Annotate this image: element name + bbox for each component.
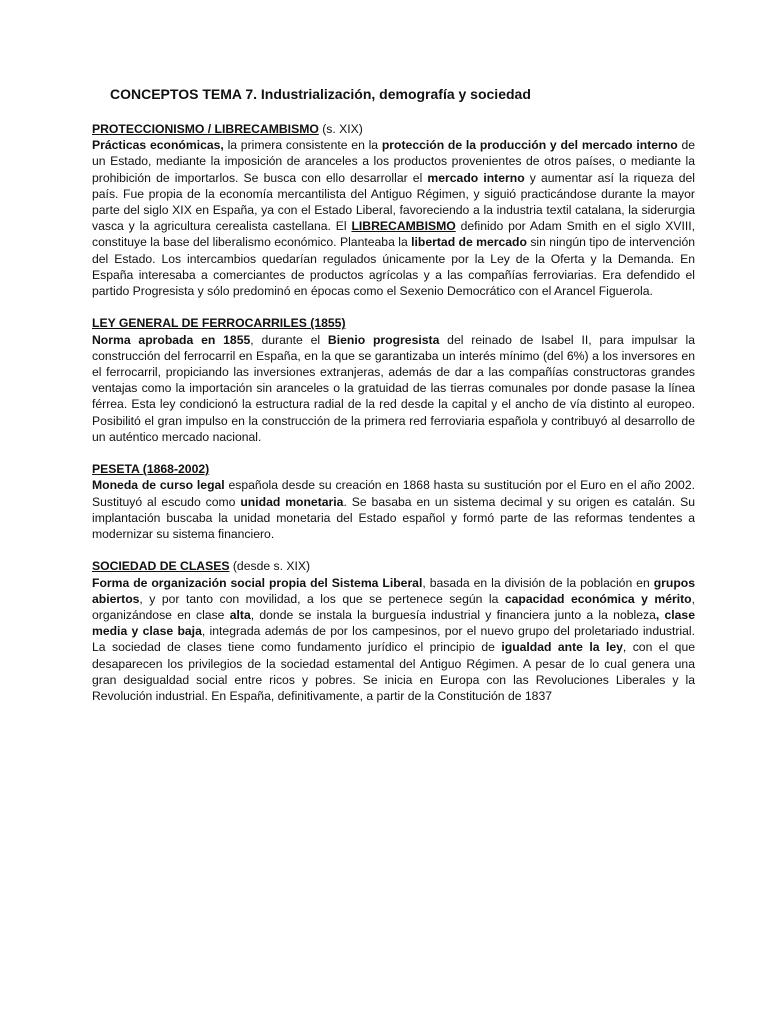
text-run: , y por tanto con movilidad, a los que se pertenece según la — [139, 591, 505, 606]
text-run: , integrada además de por los campesinos, por el nuevo grupo del proletariado industrial. La sociedad de clases tiene como fundamento jurídico el principio de — [92, 624, 695, 655]
text-run: . Se basaba en un sistema decimal y su origen es catalán. Su implantación buscaba la unidad monetaria del Estado español y formó parte de las reformas tendentes a modernizar su sistema financiero. — [92, 494, 696, 542]
bold-term: libertad de mercado — [411, 235, 527, 250]
page-title: CONCEPTOS TEMA 7. Industrialización, demografía y sociedad — [110, 86, 531, 102]
bold-term: Bienio progresista — [327, 332, 440, 347]
document-body — [92, 121, 695, 720]
concept-section — [92, 558, 695, 704]
bold-term: Moneda de curso legal — [92, 478, 225, 493]
section-heading: PROTECCIONISMO / LIBRECAMBISMO — [92, 122, 319, 136]
section-heading-note: (s. XIX) — [322, 122, 363, 136]
concept-section — [92, 315, 695, 445]
concept-section — [92, 121, 695, 299]
section-paragraph — [92, 477, 695, 542]
bold-term: mercado interno — [427, 170, 525, 185]
bold-term: igualdad ante la ley — [501, 640, 623, 655]
section-heading-line — [92, 121, 695, 137]
bold-term: Norma aprobada en 1855 — [92, 332, 251, 347]
bold-term: grupos abiertos — [92, 575, 695, 606]
text-run: española desde su creación en 1868 hasta su sustitución por el Euro en el año 2002. Sustituyó al escudo como — [92, 478, 696, 509]
text-run: de un Estado, mediante la imposición de aranceles a los productos provenientes de otros países, o mediante la prohibición de importarlos. Se busca con ello desarrollar el — [92, 138, 696, 185]
section-paragraph — [92, 575, 695, 705]
section-paragraph — [92, 137, 695, 299]
bold-term: alta — [229, 608, 251, 623]
section-heading-line — [92, 315, 695, 331]
section-heading-line — [92, 461, 695, 477]
bold-term: Prácticas económicas, — [92, 138, 224, 153]
text-run: la primera consistente en la — [223, 138, 382, 153]
concept-section — [92, 461, 695, 542]
section-heading: PESETA (1868-2002) — [92, 462, 210, 477]
text-run: del reinado de Isabel II, para impulsar la construcción del ferrocarril en España, en la que se garantizaba un interés mínimo (del 6%) a los inversores en el ferrocarril, propiciando las inversiones extranjeras, además de dar a las compañías constructoras grandes ventajas como la importación sin aranceles o la gratuidad de las tierras comunales por donde pasase la línea férrea. Esta ley condicionó la estructura radial de la red desde la capital y el ancho de vía distinto al europeo. Posibilitó el gran impulso en la construcción de la primera red ferroviaria española y contribuyó al desarrollo de un auténtico mercado nacional. — [92, 332, 695, 444]
text-run: , durante el — [250, 332, 328, 347]
section-heading-note: (desde s. XIX) — [232, 559, 311, 574]
section-paragraph — [92, 332, 695, 445]
bold-term: Forma de organización social propia del Sistema Liberal — [92, 575, 423, 590]
text-run: sin ningún tipo de intervención del Estado. Los intercambios quedarían regulados únicamente por la Ley de la Oferta y la Demanda. En España interesaba a comerciantes de productos agrícolas y a las compañías ferroviarias. Era defendido el partido Progresista y sólo predominó en épocas como el Sexenio Democrático con el Arancel Figuerola. — [92, 235, 695, 299]
bold-term: , clase media y clase baja — [92, 608, 695, 639]
section-heading-line — [92, 558, 695, 574]
text-run: , con el que desaparecen los privilegios de la sociedad estamental del Antiguo Régimen. A pesar de lo cual genera una gran desigualdad social entre ricos y pobres. Se inicia en Europa con las Revoluciones Liberales y la Revolución industrial. En España, definitivamente, a partir de la Constitución de 1837 — [92, 640, 695, 704]
section-heading: SOCIEDAD DE CLASES — [92, 559, 230, 574]
text-run: y aumentar así la riqueza del país. Fue propia de la economía mercantilista del Antiguo Régimen, y siguió practicándose durante la mayor parte del siglo XIX en España, ya con el Estado Liberal, favoreciendo a la industria textil catalana, la siderurgia vasca y la agricultura cerealista castellana. El — [92, 170, 695, 234]
section-heading: LEY GENERAL DE FERROCARRILES (1855) — [92, 316, 346, 331]
bold-term: LIBRECAMBISMO — [351, 219, 456, 234]
text-run: , organizándose en clase — [92, 591, 695, 623]
bold-term: unidad monetaria — [240, 494, 344, 509]
text-run: definido por Adam Smith en el siglo XVIII, constituye la base del liberalismo económico. Planteaba la — [92, 219, 695, 250]
text-run: , basada en la división de la población en — [422, 575, 654, 590]
bold-term: capacidad económica y mérito — [504, 591, 692, 606]
bold-term: protección de la producción y del mercado interno — [381, 138, 678, 153]
text-run: , donde se instala la burguesía industrial y financiera junto a la nobleza — [250, 608, 656, 623]
